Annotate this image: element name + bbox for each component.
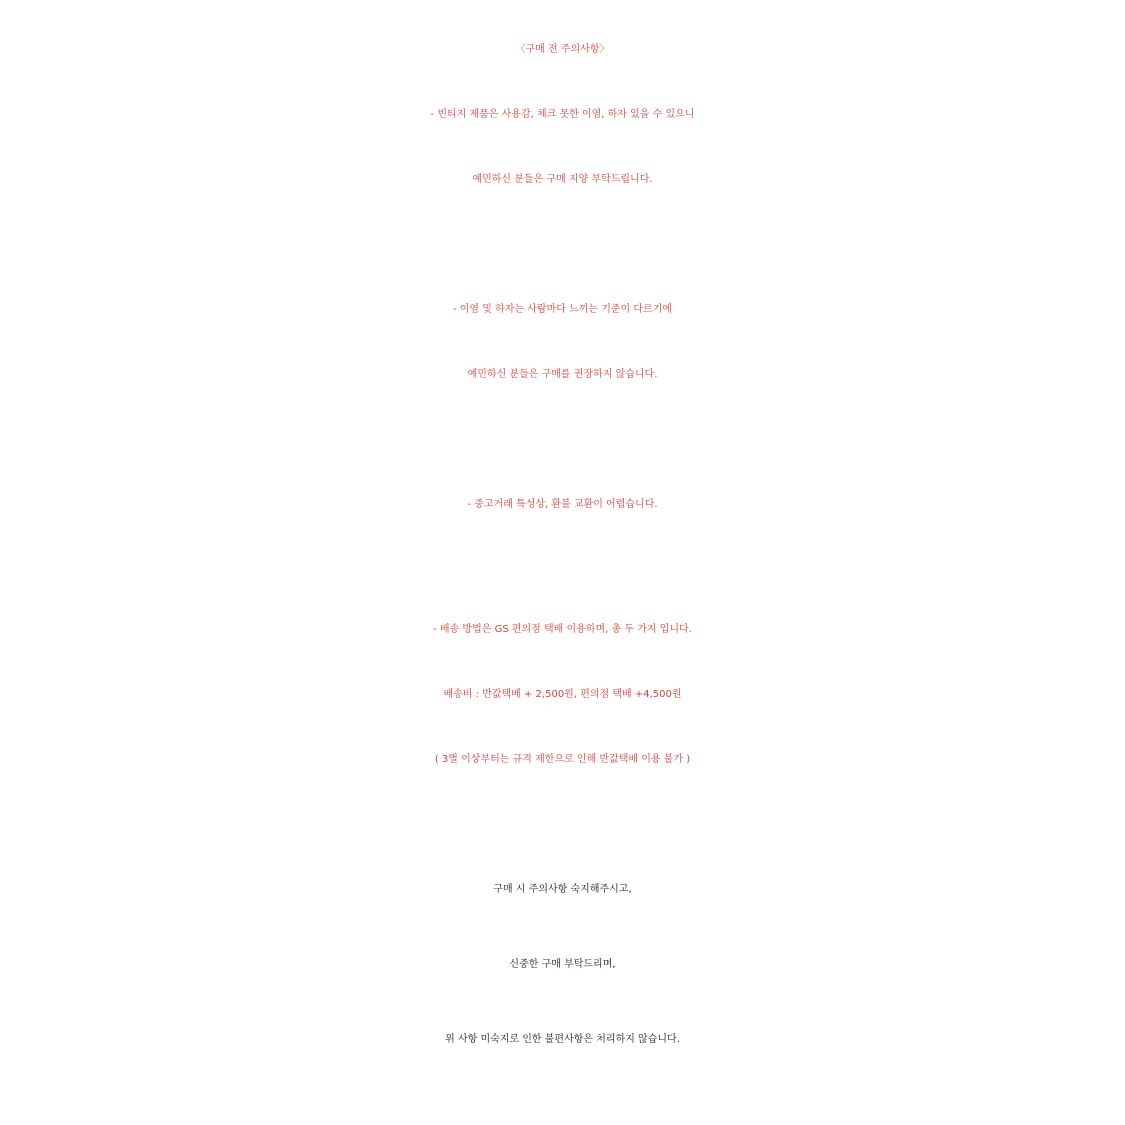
closing-line-2: 신중한 구매 부탁드리며, (509, 959, 616, 970)
shipping-fee-line: 배송비 : 반값택배 + 2,500원, 편의점 택배 +4,500원 (443, 689, 682, 700)
shipping-limit-line: ( 3벌 이상부터는 규격 제한으로 인해 반값택배 이용 불가 ) (434, 754, 691, 765)
notice-title: 〈구매 전 주의사항〉 (515, 44, 610, 55)
no-refund-line: - 중고거래 특성상, 환불 교환이 어렵습니다. (467, 499, 658, 510)
closing-line-1: 구매 시 주의사항 숙지해주시고, (493, 884, 632, 895)
vintage-condition-line-1: - 빈티지 제품은 사용감, 체크 못한 이염, 하자 있을 수 있으니 (430, 109, 695, 120)
stain-defect-line-1: - 이염 및 하자는 사람마다 느끼는 기준이 다르기에 (452, 304, 673, 315)
shipping-method-line: - 배송 방법은 GS 편의점 택배 이용하며, 총 두 가지 입니다. (433, 624, 692, 635)
vintage-condition-line-2: 예민하신 분들은 구매 지양 부탁드립니다. (472, 174, 653, 185)
stain-defect-line-2: 예민하신 분들은 구매를 권장하지 않습니다. (467, 369, 658, 380)
closing-line-3: 위 사항 미숙지로 인한 불편사항은 처리하지 않습니다. (445, 1034, 680, 1045)
